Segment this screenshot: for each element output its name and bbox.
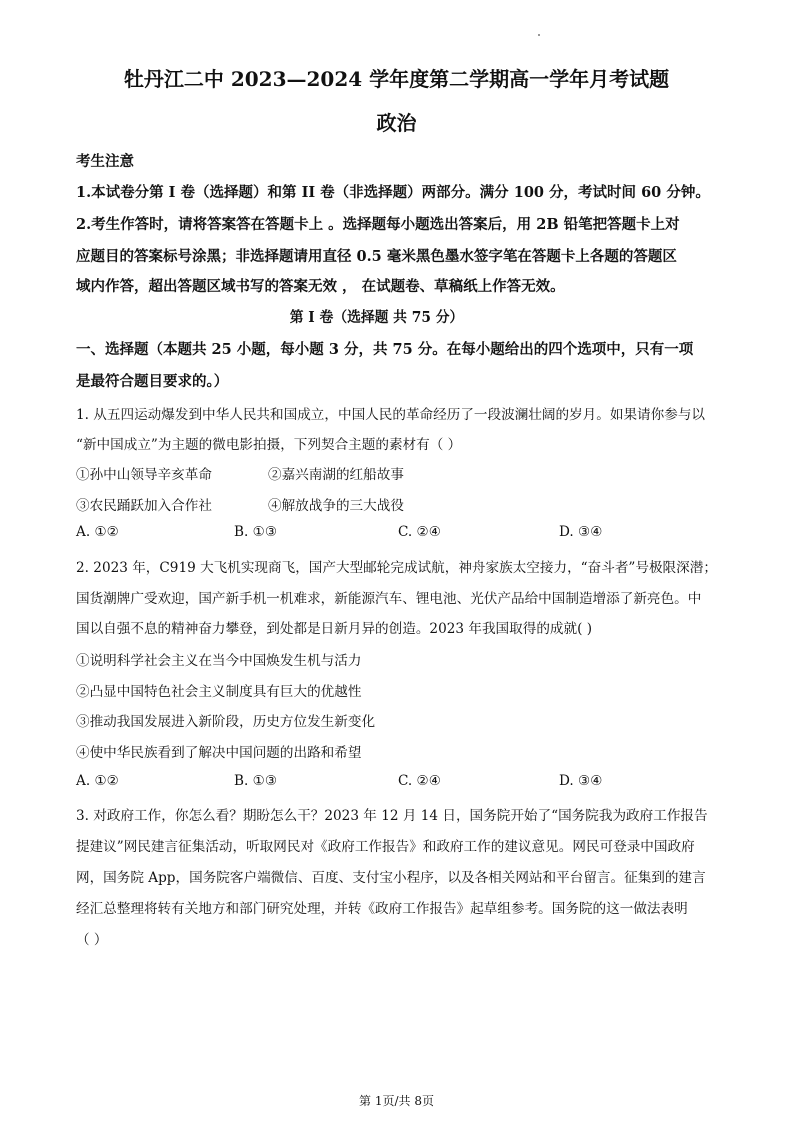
question-item: ①孙中山领导辛亥革命 bbox=[76, 467, 212, 483]
question-item: ②嘉兴南湖的红船故事 bbox=[268, 467, 404, 483]
section-title: 第 I 卷（选择题 共 75 分） bbox=[289, 309, 464, 326]
option-c: C. ②④ bbox=[398, 524, 441, 540]
exam-title: 牡丹江二中 2023—2024 学年度第二学期高一学年月考试题 bbox=[123, 67, 670, 91]
question-stem: 国以自强不息的精神奋力攀登，到处都是日新月异的创造。2023 年我国取得的成就( ) bbox=[76, 621, 593, 637]
option-b: B. ①③ bbox=[234, 773, 278, 789]
notice-heading: 考生注意 bbox=[76, 153, 134, 170]
subject-title: 政治 bbox=[376, 111, 417, 135]
question-item: ②凸显中国特色社会主义制度具有巨大的优越性 bbox=[76, 684, 362, 700]
notice-line: 1.本试卷分第 I 卷（选择题）和第 II 卷（非选择题）两部分。满分 100 分，考试时间 60 分钟。 bbox=[76, 184, 710, 201]
notice-line: 域内作答，超出答题区域书写的答案无效 ， 在试题卷、草稿纸上作答无效。 bbox=[76, 278, 565, 295]
question-stem: 1. 从五四运动爆发到中华人民共和国成立，中国人民的革命经历了一段波澜壮阔的岁月。如果请你参与以 bbox=[76, 407, 706, 423]
question-stem: （ ） bbox=[76, 932, 108, 948]
section-instruction: 一、选择题（本题共 25 小题，每小题 3 分，共 75 分。在每小题给出的四个选项中，只有一项 bbox=[76, 341, 694, 358]
section-instruction: 是最符合题目要求的。） bbox=[76, 373, 229, 390]
option-b: B. ①③ bbox=[234, 524, 278, 540]
page-number: 第 1页/共 8页 bbox=[359, 1094, 434, 1108]
question-item: ④使中华民族看到了解决中国问题的出路和希望 bbox=[76, 745, 362, 761]
question-stem: 3. 对政府工作，你怎么看？期盼怎么干？2023 年 12 月 14 日，国务院开始了“国务院我为政府工作报告 bbox=[76, 808, 708, 824]
question-stem: 2. 2023 年，C919 大飞机实现商飞，国产大型邮轮完成试航，神舟家族太空接力，“奋斗者”号极限深潜； bbox=[76, 560, 717, 576]
question-item: ④解放战争的三大战役 bbox=[268, 498, 404, 514]
notice-line: 应题目的答案标号涂黑；非选择题请用直径 0.5 毫米黑色墨水签字笔在答题卡上各题的答题区 bbox=[76, 248, 677, 265]
option-a: A. ①② bbox=[76, 773, 119, 789]
option-c: C. ②④ bbox=[398, 773, 441, 789]
question-stem: 国货潮牌广受欢迎，国产新手机一机难求，新能源汽车、锂电池、光伏产品给中国制造增添了新亮色。中 bbox=[76, 591, 702, 607]
option-a: A. ①② bbox=[76, 524, 119, 540]
question-stem: 网，国务院 App，国务院客户端微信、百度、支付宝小程序，以及各相关网站和平台留言。征集到的建言 bbox=[76, 870, 706, 886]
option-d: D. ③④ bbox=[559, 524, 603, 540]
question-item: ③农民踊跃加入合作社 bbox=[76, 498, 212, 514]
question-stem: 提建议”网民建言征集活动，听取网民对《政府工作报告》和政府工作的建议意见。网民可登录中国政府 bbox=[76, 839, 695, 855]
question-stem: “新中国成立”为主题的微电影拍摄，下列契合主题的素材有（ ） bbox=[76, 437, 462, 453]
scan-dot bbox=[538, 34, 540, 36]
notice-line: 2.考生作答时，请将答案答在答题卡上 。选择题每小题选出答案后，用 2B 铅笔把答题卡上对 bbox=[76, 216, 680, 233]
question-item: ①说明科学社会主义在当今中国焕发生机与活力 bbox=[76, 653, 362, 669]
option-d: D. ③④ bbox=[559, 773, 603, 789]
question-stem: 经汇总整理将转有关地方和部门研究处理，并转《政府工作报告》起草组参考。国务院的这一做法表明 bbox=[76, 901, 688, 917]
question-item: ③推动我国发展进入新阶段，历史方位发生新变化 bbox=[76, 714, 376, 730]
